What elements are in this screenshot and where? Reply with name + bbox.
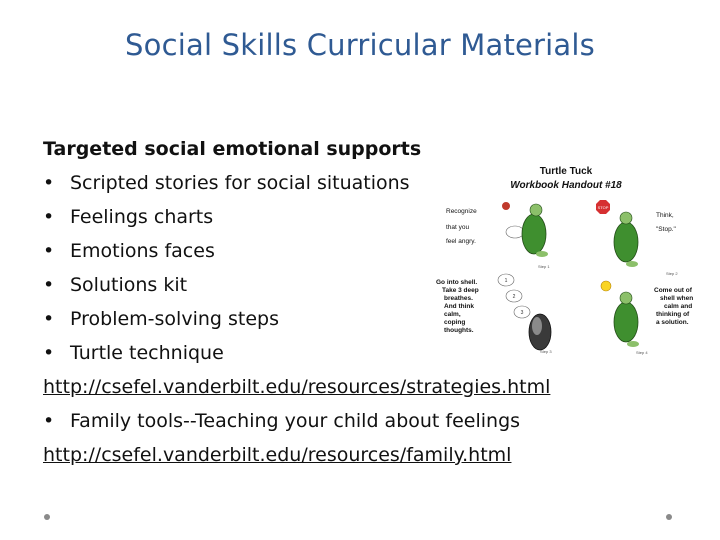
strategies-link[interactable]: http://csefel.vanderbilt.edu/resources/strategies.html [43,376,551,398]
step4-text [654,287,693,326]
bullet-item: • Problem-solving steps [43,308,279,330]
bullet-item: • Solutions kit [43,274,188,296]
svg-text:coping: coping [444,319,466,326]
svg-text:calm and: calm and [664,303,693,310]
step3-text [436,279,479,334]
svg-text:shell when: shell when [660,295,694,302]
bottom-left-dot [44,514,50,520]
svg-text:Step 1: Step 1 [538,264,550,269]
handout-title: Turtle Tuck [539,166,593,177]
step2-text [656,212,676,233]
bullet-item: • Feelings charts [43,206,214,228]
svg-text:thinking of: thinking of [656,311,690,318]
bullet-item: • Emotions faces [43,240,215,262]
turtle-step4 [601,281,648,355]
svg-text:Come out of: Come out of [654,287,692,294]
svg-text:"Stop.": "Stop." [656,226,676,233]
section-heading: Targeted social emotional supports [43,138,422,160]
svg-text:thoughts.: thoughts. [444,327,474,334]
svg-text:Take 3 deep: Take 3 deep [442,287,479,294]
svg-text:calm,: calm, [444,311,461,318]
svg-text:Step 4: Step 4 [636,350,648,355]
svg-text:1: 1 [504,278,508,284]
bottom-right-dot [666,514,672,520]
turtle-tuck-handout-image [430,162,712,358]
svg-text:Step 2: Step 2 [666,271,678,276]
svg-text:a solution.: a solution. [656,319,689,326]
step1-text [446,208,477,245]
svg-text:STOP: STOP [597,205,609,210]
svg-text:Recognize: Recognize [446,208,477,215]
family-link[interactable]: http://csefel.vanderbilt.edu/resources/family.html [43,444,512,466]
svg-text:feel angry.: feel angry. [446,238,476,245]
bullet-item: • Turtle technique [43,342,224,364]
slide-title: Social Skills Curricular Materials [125,28,595,62]
svg-text:that you: that you [446,224,470,231]
svg-text:Step 3: Step 3 [540,349,552,354]
svg-text:breathes.: breathes. [444,295,473,302]
bullet-item: • Scripted stories for social situations [43,172,410,194]
turtle-step1 [502,202,550,269]
turtle-step3 [498,274,552,354]
bullet-item: • Family tools--Teaching your child about feelings [43,410,521,432]
svg-text:3: 3 [520,310,524,316]
svg-text:And think: And think [444,303,474,310]
handout-subtitle: Workbook Handout #18 [510,180,622,191]
svg-text:2: 2 [512,294,516,300]
svg-text:Go into shell.: Go into shell. [436,279,478,286]
svg-text:Think,: Think, [656,212,674,219]
